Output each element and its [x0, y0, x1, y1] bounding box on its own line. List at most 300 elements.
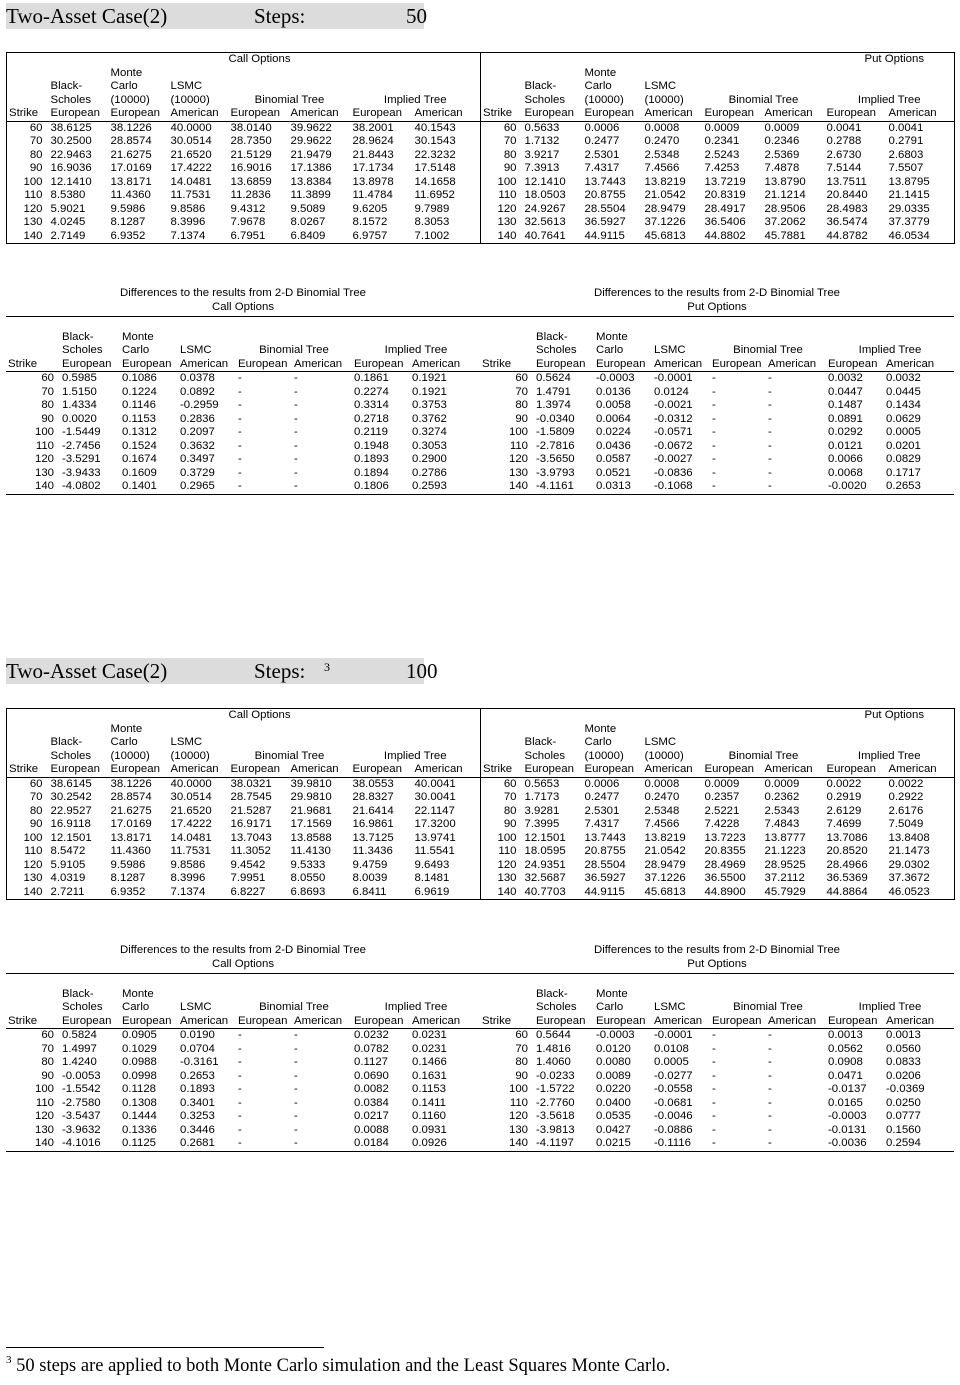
- diff-cell: 0.1717: [886, 466, 921, 479]
- diff-cell: -: [238, 1042, 242, 1055]
- strike-header: Strike: [9, 107, 39, 119]
- diff-cell: 0.0535: [596, 1110, 631, 1122]
- diff-cell: -0.0886: [654, 1123, 693, 1136]
- bs-header: Black-: [62, 330, 94, 343]
- mc-header: Carlo: [596, 344, 624, 356]
- value-cell: 7.4228: [704, 818, 740, 830]
- diff-cell: -0.2959: [180, 399, 219, 411]
- value-cell: 38.6125: [50, 121, 92, 134]
- value-cell: 13.8777: [764, 831, 806, 844]
- table-row: [480, 1110, 954, 1124]
- mc-header: Carlo: [110, 80, 138, 92]
- value-cell: 0.0041: [888, 121, 924, 134]
- value-cell: 36.5474: [826, 216, 868, 228]
- value-cell: 9.7989: [414, 202, 450, 215]
- mc-header: Monte: [596, 330, 628, 343]
- diff-cell: 1.3974: [536, 399, 571, 411]
- value-cell: 40.0041: [414, 777, 456, 790]
- value-cell: 0.2477: [584, 135, 620, 147]
- value-cell: 30.0041: [414, 791, 456, 803]
- bs-header: European: [524, 763, 574, 775]
- diff-cell: 0.0292: [828, 426, 863, 438]
- table-row: [7, 176, 481, 190]
- implied-header: Implied Tree: [857, 93, 921, 106]
- diff-cell: -: [768, 439, 772, 452]
- european-header: European: [704, 107, 754, 119]
- diff-cell: -: [238, 385, 242, 398]
- european-header: European: [354, 357, 404, 370]
- strike-cell: 80: [29, 148, 43, 161]
- table-row: [7, 832, 481, 846]
- value-cell: 4.0245: [50, 216, 86, 228]
- american-header: American: [888, 107, 937, 119]
- binomial-header: Binomial Tree: [728, 93, 799, 106]
- lsmc-header: LSMC: [644, 736, 677, 748]
- value-cell: 37.1226: [644, 872, 686, 884]
- diff-cell: 1.4060: [536, 1056, 571, 1068]
- value-cell: 40.1543: [414, 121, 456, 134]
- table-row: [481, 791, 955, 805]
- diff-cell: 0.0587: [596, 453, 631, 465]
- diff-cell: 0.3632: [180, 439, 215, 452]
- diff-group-label: Call Options: [211, 958, 275, 970]
- diff-cell: 0.3497: [180, 453, 215, 465]
- strike-cell: 100: [508, 426, 528, 438]
- strike-cell: 90: [503, 818, 517, 830]
- value-cell: 0.5653: [524, 777, 560, 790]
- diff-cell: -0.0312: [654, 412, 693, 425]
- value-cell: 36.5927: [584, 872, 626, 884]
- value-cell: 40.7641: [524, 229, 566, 242]
- lsmc-header: (10000): [644, 749, 684, 762]
- diff-cell: 0.0629: [886, 412, 921, 425]
- table-row: [6, 413, 480, 427]
- diff-cell: 0.1806: [354, 480, 389, 492]
- diff-cell: 0.2274: [354, 385, 389, 398]
- value-cell: 12.1410: [50, 175, 92, 188]
- european-header: European: [238, 357, 288, 370]
- strike-cell: 60: [41, 372, 54, 384]
- lsmc-header: American: [170, 107, 219, 119]
- american-header: American: [294, 357, 343, 370]
- diff-cell: 0.2653: [886, 480, 921, 492]
- diff-cell: 0.0829: [886, 453, 921, 465]
- diff-cell: 0.0926: [412, 1137, 447, 1149]
- diff-cell: -: [712, 439, 716, 452]
- diff-cell: 0.1160: [412, 1110, 446, 1122]
- diff-cell: -0.3161: [180, 1056, 219, 1068]
- diff-cell: 0.0215: [596, 1137, 631, 1149]
- diff-cell: 0.0088: [354, 1123, 389, 1136]
- value-cell: 13.7223: [704, 831, 746, 844]
- diff-cell: -: [712, 372, 716, 384]
- value-cell: 5.9021: [50, 202, 86, 215]
- strike-cell: 100: [34, 426, 54, 438]
- diff-cell: 0.3729: [180, 466, 215, 479]
- diff-caption-text: Differences to the results from 2-D Binomial Tree: [119, 944, 367, 956]
- implied-header: Implied Tree: [384, 344, 448, 356]
- value-cell: 13.7511: [826, 175, 867, 188]
- table-row: [481, 135, 955, 149]
- diff-cell: -: [712, 426, 716, 438]
- value-cell: 38.0140: [230, 121, 272, 134]
- diff-cell: 0.0066: [828, 453, 863, 465]
- diff-cell: 0.0232: [354, 1029, 389, 1041]
- value-cell: 13.8978: [352, 175, 394, 188]
- diff-cell: -1.5449: [62, 426, 101, 438]
- diff-cell: -: [712, 480, 716, 492]
- value-cell: 14.0481: [170, 831, 212, 844]
- diff-cell: -: [294, 1056, 298, 1068]
- value-cell: 30.2542: [50, 791, 92, 803]
- diff-cell: -3.5291: [62, 453, 101, 465]
- section-title-text: Two-Asset Case(2): [6, 4, 168, 28]
- diff-cell: -0.1116: [654, 1137, 691, 1149]
- value-cell: 28.4917: [704, 202, 746, 215]
- value-cell: 37.2112: [764, 872, 805, 884]
- strike-cell: 140: [508, 480, 528, 492]
- value-cell: 39.9810: [290, 777, 332, 790]
- value-cell: 30.0514: [170, 791, 212, 803]
- diff-cell: 0.0560: [886, 1042, 921, 1055]
- value-cell: 2.5369: [764, 148, 800, 161]
- lsmc-header: American: [644, 763, 693, 775]
- value-cell: 0.0008: [644, 777, 680, 790]
- value-cell: 2.5301: [584, 804, 620, 817]
- diff-cell: -0.0021: [654, 399, 693, 411]
- steps-label: Steps:: [254, 659, 306, 683]
- diff-cell: -0.0369: [886, 1083, 925, 1095]
- value-cell: 17.1569: [290, 818, 332, 830]
- value-cell: 32.5613: [524, 216, 566, 228]
- value-cell: 9.5089: [290, 202, 326, 215]
- value-cell: 6.8411: [352, 885, 387, 898]
- value-cell: 40.0000: [170, 121, 212, 134]
- strike-cell: 140: [497, 229, 517, 242]
- table-row: [481, 121, 955, 135]
- value-cell: 9.4542: [230, 858, 266, 871]
- value-cell: 21.0542: [644, 845, 686, 857]
- diff-cell: -: [712, 1137, 716, 1149]
- table-row: [481, 859, 955, 873]
- value-cell: 2.6803: [888, 148, 924, 161]
- table-row: [480, 480, 954, 494]
- value-cell: 46.0523: [888, 885, 930, 898]
- value-cell: 13.7125: [352, 831, 394, 844]
- strike-cell: 80: [503, 804, 517, 817]
- footnote-marker: 3: [6, 1354, 12, 1366]
- value-cell: 16.9118: [50, 818, 91, 830]
- diff-cell: 0.0313: [596, 480, 631, 492]
- value-cell: 8.1287: [110, 216, 146, 228]
- table-row: [480, 386, 954, 400]
- value-cell: 13.8219: [644, 831, 686, 844]
- european-header: European: [354, 1014, 404, 1027]
- value-cell: 0.0041: [826, 121, 862, 134]
- value-cell: 12.1410: [524, 175, 566, 188]
- diff-cell: 0.0782: [354, 1042, 389, 1055]
- diff-cell: 0.0184: [354, 1137, 389, 1149]
- diff-cell: 0.0378: [180, 372, 215, 384]
- diff-cell: 0.1948: [354, 439, 389, 452]
- value-cell: 21.8443: [352, 148, 394, 161]
- value-cell: 0.5633: [524, 121, 560, 134]
- strike-cell: 100: [34, 1083, 54, 1095]
- value-cell: 11.4360: [110, 845, 151, 857]
- mc-header: Monte: [122, 330, 154, 343]
- diff-cell: 0.0908: [828, 1056, 863, 1068]
- value-cell: 28.4966: [826, 858, 868, 871]
- value-cell: 0.0009: [704, 121, 740, 134]
- value-cell: 7.1374: [170, 885, 206, 898]
- mc-header: European: [596, 1014, 646, 1027]
- diff-cell: -: [768, 1056, 772, 1068]
- mc-header: Carlo: [110, 736, 138, 748]
- mc-header: Carlo: [122, 1001, 150, 1013]
- value-cell: 44.8782: [826, 229, 868, 242]
- strike-cell: 110: [498, 845, 517, 857]
- diff-cell: 1.4816: [536, 1042, 571, 1055]
- value-cell: 11.3899: [290, 189, 331, 201]
- value-cell: 0.0006: [584, 121, 620, 134]
- value-cell: 12.1501: [50, 831, 92, 844]
- diff-cell: 0.0165: [828, 1096, 863, 1109]
- mc-header: European: [122, 357, 172, 370]
- diff-cell: 0.1487: [828, 399, 863, 411]
- table-row: [481, 203, 955, 217]
- value-cell: 21.6275: [110, 804, 152, 817]
- diff-cell: 0.3762: [412, 412, 447, 425]
- american-header: American: [768, 357, 817, 370]
- diff-cell: 0.0521: [596, 466, 631, 479]
- european-header: European: [352, 763, 402, 775]
- value-cell: 28.5504: [584, 202, 626, 215]
- american-header: American: [764, 107, 813, 119]
- table-row: [6, 1097, 480, 1111]
- value-cell: 45.7929: [764, 885, 806, 898]
- diff-cell: 0.0250: [886, 1096, 921, 1109]
- diff-cell: -3.5618: [536, 1110, 575, 1122]
- lsmc-header: American: [180, 1014, 229, 1027]
- table-row: [7, 845, 481, 859]
- diff-cell: -2.7760: [536, 1096, 575, 1109]
- strike-cell: 100: [497, 831, 517, 844]
- diff-cell: -: [712, 466, 716, 479]
- value-cell: 6.7951: [230, 229, 266, 242]
- strike-cell: 120: [34, 1110, 54, 1122]
- table-row: [481, 872, 955, 886]
- european-header: European: [826, 107, 876, 119]
- call-diff-table: [6, 973, 480, 1152]
- table-row: [6, 1137, 480, 1151]
- diff-cell: 0.0136: [596, 385, 631, 398]
- diff-cell: 0.2681: [180, 1137, 215, 1149]
- value-cell: 9.4759: [352, 858, 388, 871]
- table-row: [7, 859, 481, 873]
- diff-cell: -0.0672: [654, 439, 693, 452]
- strike-cell: 110: [498, 189, 517, 201]
- binomial-header: Binomial Tree: [728, 749, 799, 762]
- diff-cell: -2.7580: [62, 1096, 101, 1109]
- value-cell: 21.1415: [888, 189, 930, 201]
- diff-cell: 0.0190: [180, 1029, 215, 1041]
- bs-header: Scholes: [536, 344, 577, 356]
- lsmc-header: LSMC: [170, 736, 203, 748]
- diff-cell: -: [768, 453, 772, 465]
- mc-header: (10000): [110, 93, 150, 106]
- diff-cell: -: [768, 1110, 772, 1122]
- binomial-header: Binomial Tree: [254, 749, 325, 762]
- diff-cell: -3.9813: [536, 1123, 575, 1136]
- value-cell: 0.2470: [644, 791, 680, 803]
- strike-cell: 120: [497, 202, 517, 215]
- diff-cell: -: [768, 1123, 772, 1136]
- table-row: [481, 162, 955, 176]
- value-cell: 6.8227: [230, 885, 266, 898]
- value-cell: 44.8900: [704, 885, 746, 898]
- strike-cell: 80: [29, 804, 43, 817]
- diff-cell: 0.0436: [596, 439, 631, 452]
- diff-cell: -2.7816: [536, 439, 575, 452]
- mc-header: Monte: [584, 66, 617, 79]
- strike-cell: 130: [497, 216, 517, 228]
- table-row: [7, 818, 481, 832]
- diff-cell: 0.0032: [886, 372, 921, 384]
- strike-cell: 140: [23, 885, 43, 898]
- table-row: [480, 1043, 954, 1057]
- diff-cell: 0.1411: [412, 1096, 446, 1109]
- table-row: [480, 1124, 954, 1138]
- diff-cell: 0.1444: [122, 1110, 157, 1122]
- value-cell: 13.8795: [888, 175, 930, 188]
- lsmc-header: (10000): [170, 749, 210, 762]
- diff-cell: 0.0080: [596, 1056, 631, 1068]
- value-cell: 2.6129: [826, 804, 862, 817]
- diff-cell: 0.1127: [354, 1056, 388, 1068]
- bs-header: European: [536, 1014, 586, 1027]
- value-cell: 38.6145: [50, 777, 92, 790]
- strike-cell: 60: [503, 777, 517, 790]
- value-cell: 22.3232: [414, 148, 456, 161]
- diff-cell: 0.1674: [122, 453, 157, 465]
- strike-cell: 80: [41, 1056, 54, 1068]
- value-cell: 30.0514: [170, 135, 212, 147]
- value-cell: 21.6414: [352, 804, 394, 817]
- diff-cell: -3.9433: [62, 466, 101, 479]
- american-header: American: [414, 107, 463, 119]
- value-cell: 14.0481: [170, 175, 212, 188]
- table-row: [7, 805, 481, 819]
- value-cell: 38.2001: [352, 121, 394, 134]
- diff-cell: -: [238, 1069, 242, 1082]
- strike-cell: 60: [29, 777, 43, 790]
- value-cell: 13.7443: [584, 175, 626, 188]
- table-row: [480, 1137, 954, 1151]
- value-cell: 8.3053: [414, 216, 450, 228]
- value-cell: 28.9479: [644, 202, 686, 215]
- diff-cell: 0.0931: [412, 1123, 447, 1136]
- diff-cell: -4.1161: [536, 480, 574, 492]
- strike-cell: 140: [497, 885, 517, 898]
- diff-cell: 0.1921: [412, 372, 447, 384]
- value-cell: 6.9352: [110, 229, 146, 242]
- diff-cell: -0.1068: [654, 480, 693, 492]
- value-cell: 21.0542: [644, 189, 686, 201]
- diff-cell: -1.5722: [536, 1083, 575, 1095]
- value-cell: 39.9622: [290, 121, 332, 134]
- table-row: [481, 216, 955, 230]
- value-cell: 30.2500: [50, 135, 92, 147]
- diff-cell: 0.0005: [654, 1056, 689, 1068]
- table-row: [481, 777, 955, 791]
- diff-cell: -0.0020: [828, 480, 867, 492]
- diff-cell: 0.0905: [122, 1029, 157, 1041]
- value-cell: 0.0008: [644, 121, 680, 134]
- value-cell: 30.1543: [414, 135, 456, 147]
- diff-cell: -: [768, 466, 772, 479]
- table-row: [481, 230, 955, 244]
- strike-cell: 60: [515, 372, 528, 384]
- diff-cell: -: [712, 1069, 716, 1082]
- implied-header: Implied Tree: [858, 1001, 922, 1013]
- value-cell: 17.4222: [170, 818, 212, 830]
- table-row: [7, 230, 481, 244]
- value-cell: 0.0022: [826, 777, 862, 790]
- mc-header: (10000): [584, 749, 624, 762]
- mc-header: Monte: [596, 987, 628, 1000]
- lsmc-header: LSMC: [654, 344, 686, 356]
- strike-cell: 130: [34, 1123, 54, 1136]
- value-cell: 13.9741: [414, 831, 456, 844]
- strike-cell: 80: [41, 399, 54, 411]
- lsmc-header: LSMC: [644, 80, 677, 92]
- value-cell: 20.8319: [704, 189, 746, 201]
- value-cell: 21.5129: [230, 148, 272, 161]
- strike-cell: 120: [23, 858, 43, 871]
- diff-cell: 0.0562: [828, 1042, 863, 1055]
- diff-cell: 0.0427: [596, 1123, 631, 1136]
- diff-cell: -0.0558: [654, 1083, 693, 1095]
- value-cell: 21.1473: [888, 845, 930, 857]
- mc-header: Carlo: [122, 344, 150, 356]
- diff-cell: 0.0020: [62, 412, 97, 425]
- diff-cell: -: [768, 1042, 772, 1055]
- value-cell: 11.5541: [414, 845, 455, 857]
- strike-cell: 130: [508, 1123, 528, 1136]
- value-cell: 21.9479: [290, 148, 332, 161]
- strike-cell: 80: [515, 399, 528, 411]
- diff-cell: -: [768, 385, 772, 398]
- strike-cell: 140: [34, 1137, 54, 1149]
- diff-cell: -: [768, 1096, 772, 1109]
- diff-cell: -: [238, 412, 242, 425]
- diff-cell: 0.1560: [886, 1123, 921, 1136]
- table-row: [7, 149, 481, 163]
- value-cell: 16.9036: [50, 162, 92, 174]
- value-cell: 21.1223: [764, 845, 806, 857]
- strike-cell: 130: [497, 872, 517, 884]
- value-cell: 7.5144: [826, 162, 862, 174]
- diff-cell: -0.0036: [828, 1137, 867, 1149]
- value-cell: 44.8864: [826, 885, 868, 898]
- value-cell: 11.3052: [230, 845, 271, 857]
- diff-cell: 0.5985: [62, 372, 97, 384]
- call-diff-table: [6, 316, 480, 495]
- value-cell: 28.7350: [230, 135, 272, 147]
- diff-cell: -: [294, 1042, 298, 1055]
- call-table: [6, 708, 481, 900]
- diff-cell: -: [768, 372, 772, 384]
